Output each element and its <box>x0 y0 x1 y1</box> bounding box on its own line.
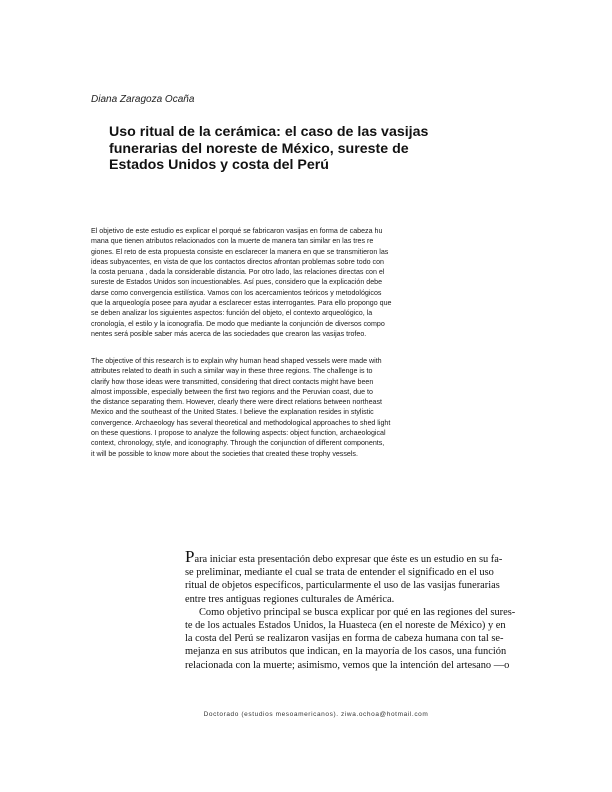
abstract-english <box>91 356 435 459</box>
body-line: la costa del Perú se realizaron vasijas en forma de cabeza humana con tal se- <box>185 633 504 645</box>
abstract-line: cronología, el estilo y la iconografía. De modo que mediante la conjunción de diversos compo <box>91 319 385 328</box>
abstract-line: Mexico and the southeast of the United States. I believe the explanation resides in stylistic <box>91 408 374 417</box>
abstract-line: la costa peruana , dada la considerable distancia. Por otro lado, las relaciones directas con el <box>91 268 385 277</box>
title-line: Estados Unidos y costa del Perú <box>109 157 329 173</box>
body-line: Como objetivo principal se busca explicar por qué en las regiones del sures- <box>199 606 516 618</box>
body-line <box>185 550 531 566</box>
body-line: se preliminar, mediante el cual se trata de entender el significado en el uso <box>185 567 494 579</box>
footnote: Doctorado (estudios mesoamericanos). ziwa.ochoa@hotmail.com <box>203 711 429 718</box>
drop-cap: P <box>185 550 195 566</box>
abstract-line: mana que tienen atributos relacionados con la muerte de manera tan similar en las tres re <box>91 237 374 246</box>
abstract-line: giones. El reto de esta propuesta consiste en esclarecer la manera en que se transmitieron las <box>91 247 389 256</box>
abstract-spanish <box>91 226 435 339</box>
article-title <box>109 124 509 174</box>
abstract-line: darse como convergencia estilística. Vamos con los acercamientos teóricos y metodológicos <box>91 288 382 297</box>
body-line: mejanza en sus atributos que indican, en la mayoría de los casos, una función <box>185 646 507 658</box>
abstract-line: convergence. Archaeology has several theoretical and methodological approaches to shed light <box>91 418 391 427</box>
abstract-line: El objetivo de este estudio es explicar el porqué se fabricaron vasijas en forma de cabeza hu <box>91 227 383 235</box>
abstract-line: ideas subyacentes, en vista de que los contactos directos afrontan problemas sobre todo con <box>91 257 384 266</box>
abstract-line: it will be possible to know more about the societies that created these trophy vessels. <box>91 449 358 458</box>
abstract-line: attributes related to death in such a similar way in these three regions. The challenge is to <box>91 367 373 376</box>
title-line: funerarias del noreste de México, sureste de <box>109 140 409 157</box>
abstract-line: que la arqueología posee para ayudar a esclarecer estas interrogantes. Para ello propongo que <box>91 299 392 308</box>
body-line: entre tres antiguas regiones culturales de América. <box>185 593 395 605</box>
abstract-line: clarify how those ideas were transmitted, considering that direct contacts might have been <box>91 377 374 386</box>
body-line: relacionada con la muerte; asimismo, vemos que la intención del artesano —o <box>185 659 510 671</box>
body-text <box>185 550 531 672</box>
body-line: ritual de objetos específicos, particularmente el uso de las vasijas funerarias <box>185 580 500 592</box>
author-name: Diana Zaragoza Ocaña <box>91 94 195 105</box>
title-line: Uso ritual de la cerámica: el caso de las vasijas <box>109 124 429 140</box>
abstract-line: sureste de Estados Unidos son incuestionables. Así pues, considero que la explicación debe <box>91 278 383 287</box>
body-line: te de los actuales Estados Unidos, la Huasteca (en el noreste de México) y en <box>185 620 506 632</box>
abstract-line: almost impossible, especially between the first two regions and the Peruvian coast, due to <box>91 387 373 396</box>
abstract-line: The objective of this research is to explain why human head shaped vessels were made with <box>91 357 382 365</box>
abstract-line: se deben analizar los siguientes aspectos: función del objeto, el contexto arqueológico, la <box>91 309 373 318</box>
body-line-text: ara iniciar esta presentación debo expresar que éste es un estudio en su fa- <box>194 554 503 565</box>
abstract-line: the distance separating them. However, clearly there were direct relations between northeast <box>91 398 382 407</box>
abstract-line: context, chronology, style, and iconography. Through the conjunction of different components, <box>91 439 385 448</box>
abstract-line: on these questions. I propose to analyze the following aspects: object function, archaeological <box>91 429 386 438</box>
abstract-line: nentes será posible saber más acerca de las sociedades que crearon las vasijas trofeo. <box>91 329 367 338</box>
